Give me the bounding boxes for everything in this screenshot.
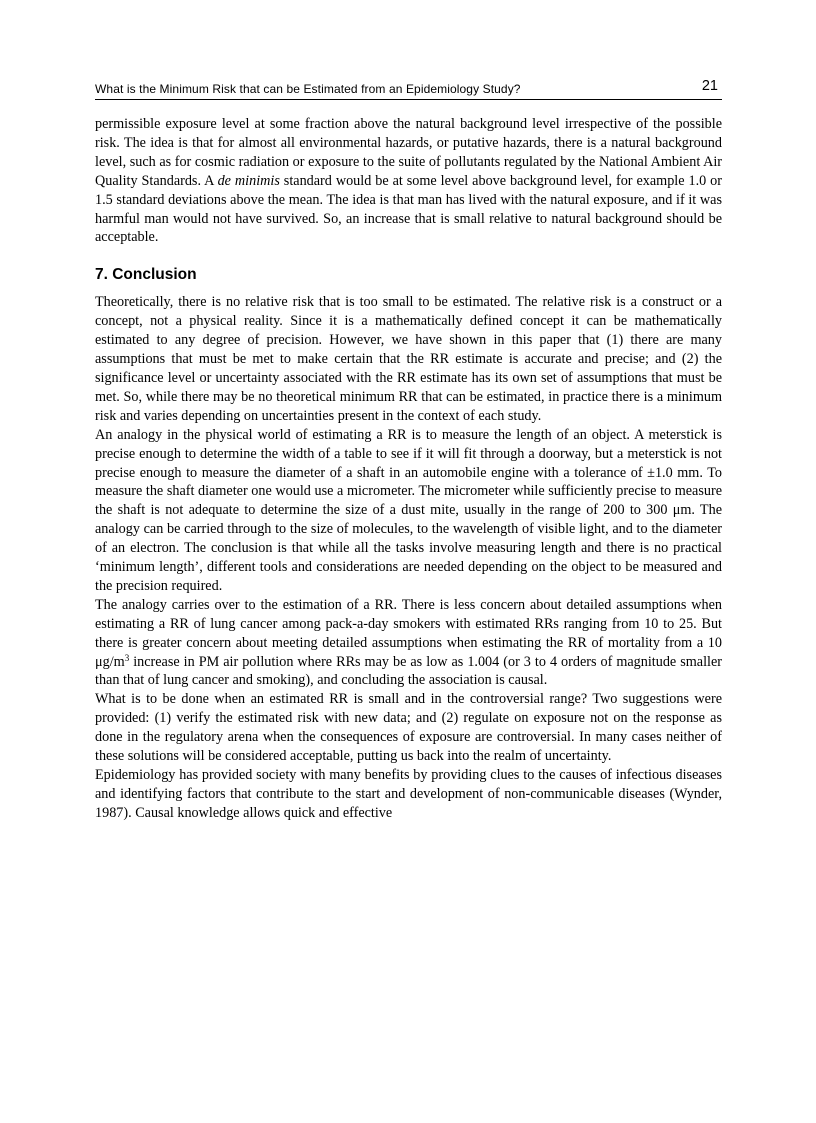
running-header xyxy=(95,80,722,100)
intro-emphasis: de minimis xyxy=(217,172,280,189)
conclusion-paragraph-3 xyxy=(95,596,722,691)
conclusion-paragraph-1: Theoretically, there is no relative risk that is too small to be estimated. The relative risk is a construct or a concept, not a physical reality. Since it is a mathematically defined concept it can be mathematically estimated to any degree of precision. However, we have shown in this paper that (1) there are many assumptions that must be met to make certain that the RR estimate is accurate and precise; and (2) the significance level or uncertainty associated with the RR estimate has its own set of assumptions that must be met. So, while there may be no theoretical minimum RR that can be estimated, in practice there is a minimum risk and varies depending on uncertainties present in the context of each study. xyxy=(95,294,722,424)
conclusion-paragraph-2: An analogy in the physical world of estimating a RR is to measure the length of an object. A meterstick is precise enough to determine the width of a table to see if it will fit through a doorway, but a meterstick is not precise enough to measure the diameter of a shaft in an automobile engine with a tolerance of ±1.0 mm. To measure the shaft diameter one would use a micrometer. The micrometer while sufficiently precise to measure the shaft is not adequate to determine the size of a dust mite, usually in the range of 200 to 300 μm. The analogy can be carried through to the size of molecules, to the wavelength of visible light, and to the diameter of an electron. The conclusion is that while all the tasks involve measuring length and there is no practical ‘minimum length’, different tools and considerations are needed depending on the object to be measured and the precision required. xyxy=(95,426,722,594)
section-heading: 7. Conclusion xyxy=(95,266,197,284)
analogy-text-part1: The analogy carries over to the estimation of a RR. There is less concern about detailed assumptions when estimating a RR of lung cancer among pack-a-day smokers with estimated RRs ranging from 10 to 25. But there is greater concern about meeting detailed assumptions when estimating the RR of mortality from a 10 μg/m xyxy=(95,596,722,670)
page-body xyxy=(95,115,722,823)
superscript-three: 3 xyxy=(124,652,130,663)
conclusion-paragraph-5: Epidemiology has provided society with many benefits by providing clues to the causes of infectious diseases and identifying factors that contribute to the start and development of non-communicable diseases (Wynder, 1987). Causal knowledge allows quick and effective xyxy=(95,767,722,821)
conclusion-paragraph-4: What is to be done when an estimated RR is small and in the controversial range? Two suggestions were provided: (1) verify the estimated risk with new data; and (2) regulate on exposure not on the response as done in the regulatory arena when the consequences of exposure are controversial. In many cases neither of these solutions will be considered acceptable, putting us back into the realm of uncertainty. xyxy=(95,691,722,765)
page-number: 21 xyxy=(701,78,718,94)
running-title: What is the Minimum Risk that can be Estimated from an Epidemiology Study? xyxy=(95,82,521,96)
intro-paragraph xyxy=(95,115,722,247)
analogy-text-part2: increase in PM air pollution where RRs may be as low as 1.004 (or 3 to 4 orders of magnitude smaller than that of lung cancer and smoking), and concluding the association is causal. xyxy=(95,653,722,689)
intro-text-part2: standard would be at some level above background level, for example 1.0 or 1.5 standard deviations above the mean. The idea is that man has lived with the natural exposure, and if it was harmful man would not have survived. So, an increase that is small relative to natural background should be acceptable. xyxy=(95,172,722,246)
intro-text-part1: permissible exposure level at some fraction above the natural background level irrespective of the possible risk. The idea is that for almost all environmental hazards, or putative hazards, there is a natural background level, such as for cosmic radiation or exposure to the suite of pollutants regulated by the National Ambient Air Quality Standards. A xyxy=(95,116,722,189)
